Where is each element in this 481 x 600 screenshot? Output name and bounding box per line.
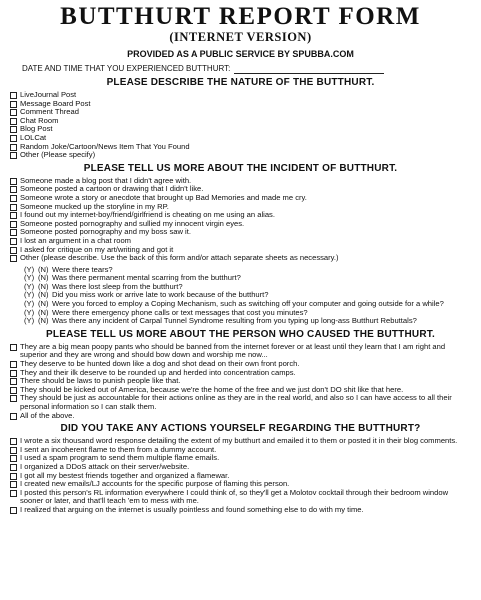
checkbox[interactable]	[10, 247, 17, 254]
checkbox-label: They should be just as accountable for their actions online as they are in the real world, and also so I can have access to all their personal information so I can stalk them.	[20, 393, 452, 411]
checkbox[interactable]	[10, 370, 17, 377]
checkbox-label: Someone wrote a story or anecdote that brought up Bad Memories and made me cry.	[20, 192, 307, 202]
checkbox-label: LiveJournal Post	[20, 90, 77, 99]
checkbox[interactable]	[10, 387, 17, 394]
checkbox[interactable]	[10, 229, 17, 236]
question-text: Was there any incident of Carpal Tunnel Syndrome resulting from you typing up long-ass Butthurt Rebuttals?	[52, 316, 417, 326]
no-option[interactable]: (N)	[38, 273, 49, 283]
checkbox-item	[10, 100, 471, 109]
checkbox-label: I lost an argument in a chat room	[20, 235, 132, 245]
checkbox-item	[10, 117, 471, 126]
checkbox[interactable]	[10, 395, 17, 402]
checkbox-label: I asked for critique on my art/writing and got it	[20, 244, 174, 254]
question-text: Were there tears?	[52, 264, 113, 274]
checkbox[interactable]	[10, 361, 17, 368]
checkbox[interactable]	[10, 135, 17, 142]
checkbox-label: LOLCat	[20, 132, 47, 142]
person-heading: PLEASE TELL US MORE ABOUT THE PERSON WHO CAUSED THE BUTTHURT.	[46, 328, 435, 340]
checkbox[interactable]	[10, 238, 17, 245]
checkbox-label: Someone made a blog post that I didn't agree with.	[20, 175, 192, 185]
no-option[interactable]: (N)	[38, 316, 49, 326]
checkbox-item	[10, 394, 471, 411]
checkbox-label: I posted this person's RL information everywhere I could think of, so they'll get a Molotov cocktail through their bedroom window sooner or later, and that'll teach 'em to mess with me.	[20, 487, 449, 506]
checkbox[interactable]	[10, 344, 17, 351]
yes-option[interactable]: (Y)	[24, 290, 35, 300]
checkbox[interactable]	[10, 212, 17, 219]
question-text: Was there permanent mental scarring from the butthurt?	[52, 273, 241, 283]
checkbox[interactable]	[10, 378, 17, 385]
checkbox-item	[10, 125, 471, 134]
yes-option[interactable]: (Y)	[24, 264, 35, 274]
question-text: Was there lost sleep from the butthurt?	[52, 281, 183, 291]
checkbox-item	[10, 489, 471, 506]
nature-list	[10, 91, 471, 160]
checkbox-label: They deserve to be hunted down like a dog and shot dead on their own front porch.	[20, 359, 300, 369]
checkbox[interactable]	[10, 507, 17, 514]
checkbox-label: I wrote a six thousand word response detailing the extent of my butthurt and emailed it to them or posted it in their blog comments.	[20, 436, 458, 446]
question-text: Did you miss work or arrive late to work because of the butthurt?	[52, 290, 269, 300]
checkbox[interactable]	[10, 447, 17, 454]
checkbox-item	[10, 108, 471, 117]
checkbox-label: Someone mucked up the storyline in my RP.	[20, 201, 169, 211]
checkbox-label: Random Joke/Cartoon/News Item That You Found	[20, 141, 190, 151]
question-text: Were you forced to employ a Coping Mechanism, such as switching off your computer and going outside for a while?	[52, 299, 444, 309]
no-option[interactable]: (N)	[38, 307, 49, 317]
checkbox-label: I found out my internet-boy/friend/girlfriend is cheating on me using an alias.	[20, 210, 275, 220]
actions-heading: DID YOU TAKE ANY ACTIONS YOURSELF REGARDING THE BUTTHURT?	[60, 423, 421, 435]
checkbox-label: Blog Post	[20, 124, 53, 134]
checkbox-label: Other (Please specify)	[20, 150, 96, 160]
checkbox[interactable]	[10, 101, 17, 108]
yes-option[interactable]: (Y)	[24, 281, 35, 291]
no-option[interactable]: (N)	[38, 290, 49, 300]
checkbox-label: Comment Thread	[20, 107, 79, 117]
actions-list	[10, 437, 471, 514]
checkbox[interactable]	[10, 464, 17, 471]
no-option[interactable]: (N)	[38, 264, 49, 274]
checkbox-label: They should be kicked out of America, because we're the home of the free and we just don't DO shit like that here.	[20, 384, 404, 394]
checkbox[interactable]	[10, 152, 17, 159]
checkbox-item	[10, 151, 471, 160]
checkbox[interactable]	[10, 92, 17, 99]
date-time-field[interactable]	[234, 65, 384, 74]
checkbox[interactable]	[10, 195, 17, 202]
checkbox[interactable]	[10, 109, 17, 116]
checkbox[interactable]	[10, 481, 17, 488]
checkbox-label: I realized that arguing on the internet is usually pointless and found something else to do with my time.	[20, 504, 364, 514]
checkbox-label: I organized a DDoS attack on their server/website.	[20, 461, 190, 471]
checkbox-label: Other (please describe. Use the back of this form and/or attach separate sheets as necessary.)	[20, 253, 339, 263]
checkbox[interactable]	[10, 118, 17, 125]
checkbox[interactable]	[10, 455, 17, 462]
checkbox-label: Someone posted pornography and my boss saw it.	[20, 227, 191, 237]
checkbox-label: All of the above.	[20, 410, 75, 420]
provided-by-line: PROVIDED AS A PUBLIC SERVICE BY SPUBBA.COM	[127, 49, 354, 59]
checkbox[interactable]	[10, 473, 17, 480]
checkbox[interactable]	[10, 438, 17, 445]
checkbox-label: I got all my bestest friends together and organized a flamewar.	[20, 470, 230, 480]
checkbox-label: Someone posted pornography and sullied my innocent virgin eyes.	[20, 218, 245, 228]
checkbox[interactable]	[10, 490, 17, 497]
checkbox[interactable]	[10, 178, 17, 185]
date-time-label: DATE AND TIME THAT YOU EXPERIENCED BUTTHURT:	[22, 64, 231, 73]
nature-heading: PLEASE DESCRIBE THE NATURE OF THE BUTTHURT.	[106, 77, 375, 88]
checkbox-label: I created new emails/LJ accounts for the specific purpose of flaming this person.	[20, 479, 290, 489]
no-option[interactable]: (N)	[38, 281, 49, 291]
no-option[interactable]: (N)	[38, 299, 49, 309]
form-title: BUTTHURT REPORT FORM	[60, 3, 421, 30]
checkbox-label: Someone posted a cartoon or drawing that I didn't like.	[20, 184, 204, 194]
checkbox[interactable]	[10, 255, 17, 262]
form-subtitle: (INTERNET VERSION)	[169, 30, 312, 44]
incident-heading: PLEASE TELL US MORE ABOUT THE INCIDENT OF BUTTHURT.	[83, 162, 398, 174]
yes-option[interactable]: (Y)	[24, 273, 35, 283]
checkbox-item	[10, 254, 471, 263]
checkbox[interactable]	[10, 204, 17, 211]
checkbox-label: They are a big mean poopy pants who should be banned from the internet forever or at least until they learn that I am right and superior and they are wrong and should bow down and worship me now...	[20, 341, 446, 360]
yes-option[interactable]: (Y)	[24, 307, 35, 317]
yes-no-question	[24, 317, 471, 326]
checkbox-item	[10, 506, 471, 515]
checkbox-item	[10, 343, 471, 360]
checkbox-label: They and their ilk deserve to be rounded up and herded into concentration camps.	[20, 367, 296, 377]
checkbox-item	[10, 412, 471, 421]
checkbox-label: There should be laws to punish people like that.	[20, 376, 181, 386]
checkbox[interactable]	[10, 413, 17, 420]
question-text: Were there emergency phone calls or text messages that cost you minutes?	[52, 307, 308, 317]
checkbox-label: I used a spam program to send them multiple flame emails.	[20, 453, 220, 463]
checkbox-label: Chat Room	[20, 115, 59, 125]
incident-list	[10, 177, 471, 263]
checkbox-label: I sent an incoherent flame to them from a dummy account.	[20, 444, 217, 454]
yes-option[interactable]: (Y)	[24, 316, 35, 326]
checkbox[interactable]	[10, 186, 17, 193]
checkbox-label: Message Board Post	[20, 98, 91, 108]
checkbox[interactable]	[10, 126, 17, 133]
checkbox[interactable]	[10, 221, 17, 228]
checkbox[interactable]	[10, 144, 17, 151]
yes-no-question-list	[10, 266, 471, 326]
date-time-row	[22, 64, 471, 74]
yes-option[interactable]: (Y)	[24, 299, 35, 309]
person-list	[10, 343, 471, 420]
